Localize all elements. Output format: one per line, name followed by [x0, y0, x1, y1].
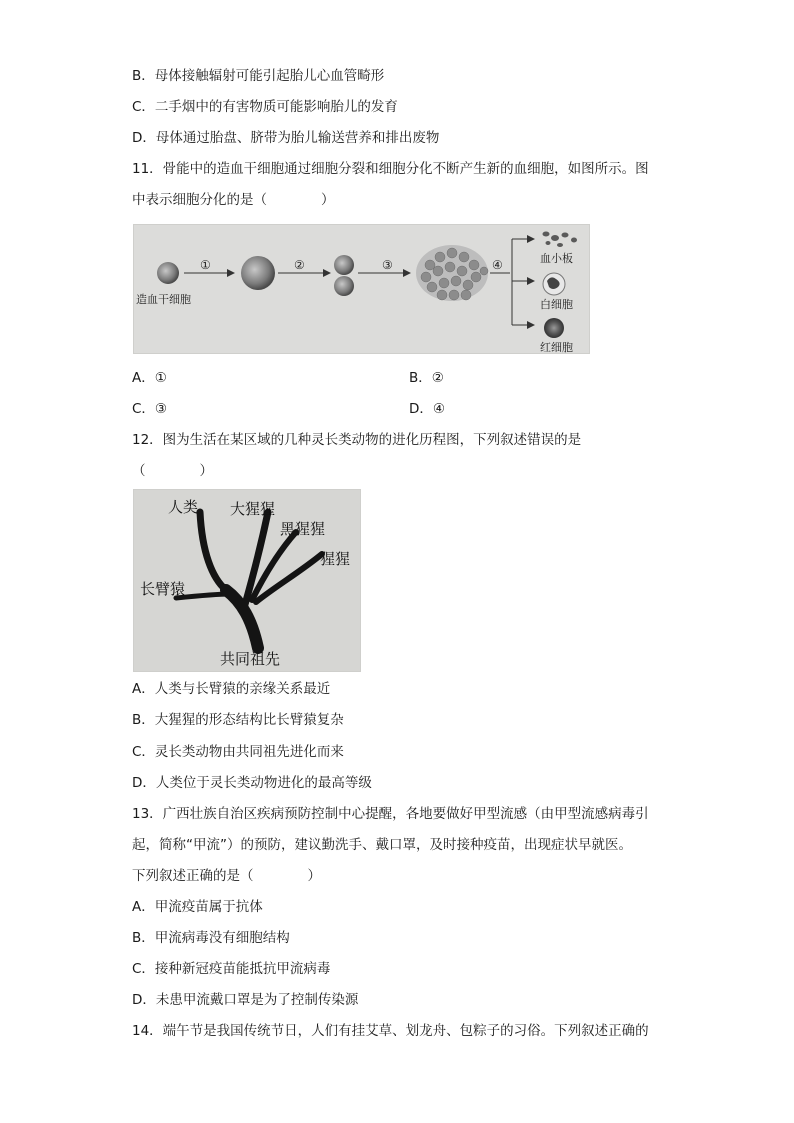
q10-option-d: D．母体通过胎盘、脐带为胎儿输送营养和排出废物	[132, 130, 440, 146]
step-1-label: ①	[200, 258, 211, 272]
gibbon-label: 长臂猿	[140, 580, 186, 598]
daughter-cell-icon	[334, 276, 354, 296]
q11-stem-line2: 中表示细胞分化的是（ ）	[132, 192, 335, 208]
step-2-label: ②	[294, 258, 305, 272]
q13-option-c: C．接种新冠疫苗能抵抗甲流病毒	[132, 961, 331, 977]
red-blood-cell-icon	[544, 318, 564, 338]
stem-cell-icon	[157, 262, 179, 284]
blood-cell-diagram	[134, 225, 589, 353]
q12-option-c: C．灵长类动物由共同祖先进化而来	[132, 744, 344, 760]
white-blood-cell-icon	[543, 273, 565, 295]
stem-cell-label: 造血干细胞	[136, 293, 191, 306]
enlarged-cell-icon	[241, 256, 275, 290]
q11-option-c: C．③	[132, 401, 168, 417]
q14-stem-line1: 14．端午节是我国传统节日，人们有挂艾草、划龙舟、包粽子的习俗。下列叙述正确的	[132, 1023, 649, 1039]
platelet-label: 血小板	[540, 252, 573, 265]
q13-option-d: D．未患甲流戴口罩是为了控制传染源	[132, 992, 359, 1008]
white-blood-cell-label: 白细胞	[540, 298, 573, 311]
q11-stem-line1: 11．骨能中的造血干细胞通过细胞分裂和细胞分化不断产生新的血细胞，如图所示。图	[132, 161, 649, 177]
evolution-tree-diagram	[134, 490, 360, 671]
q12-stem-line1: 12．图为生活在某区域的几种灵长类动物的进化历程图，下列叙述错误的是	[132, 432, 582, 448]
daughter-cell-icon	[334, 255, 354, 275]
platelets-icon	[543, 232, 578, 248]
q12-option-d: D．人类位于灵长类动物进化的最高等级	[132, 775, 372, 791]
q12-option-a: A．人类与长臂猿的亲缘关系最近	[132, 681, 331, 697]
primate-evolution-figure	[133, 489, 361, 672]
step-3-label: ③	[382, 258, 393, 272]
gorilla-label: 大猩猩	[230, 500, 276, 518]
q12-option-b: B．大猩猩的形态结构比长臂猿复杂	[132, 712, 344, 728]
chimpanzee-label: 黑猩猩	[280, 520, 326, 538]
q11-option-b: B．②	[409, 370, 444, 386]
q10-option-c: C．二手烟中的有害物质可能影响胎儿的发育	[132, 99, 398, 115]
red-blood-cell-label: 红细胞	[540, 341, 573, 353]
q12-stem-line2: （ ）	[132, 463, 213, 479]
q13-option-b: B．甲流病毒没有细胞结构	[132, 930, 290, 946]
human-label: 人类	[168, 498, 199, 516]
common-ancestor-label: 共同祖先	[220, 650, 281, 668]
cell-cluster-icon	[416, 245, 488, 301]
q13-stem-line3: 下列叙述正确的是（ ）	[132, 868, 321, 884]
blood-cell-differentiation-figure	[133, 224, 590, 354]
q10-option-b: B．母体接触辐射可能引起胎儿心血管畸形	[132, 68, 385, 84]
orangutan-label: 猩猩	[320, 550, 351, 568]
q13-stem-line2: 起，简称“甲流”）的预防，建议勤洗手、戴口罩，及时接种疫苗，出现症状早就医。	[132, 837, 632, 853]
q11-option-a: A．①	[132, 370, 167, 386]
q13-option-a: A．甲流疫苗属于抗体	[132, 899, 263, 915]
step-4-label: ④	[492, 258, 503, 272]
q13-stem-line1: 13．广西壮族自治区疾病预防控制中心提醒，各地要做好甲型流感（由甲型流感病毒引	[132, 806, 649, 822]
q11-option-d: D．④	[409, 401, 445, 417]
